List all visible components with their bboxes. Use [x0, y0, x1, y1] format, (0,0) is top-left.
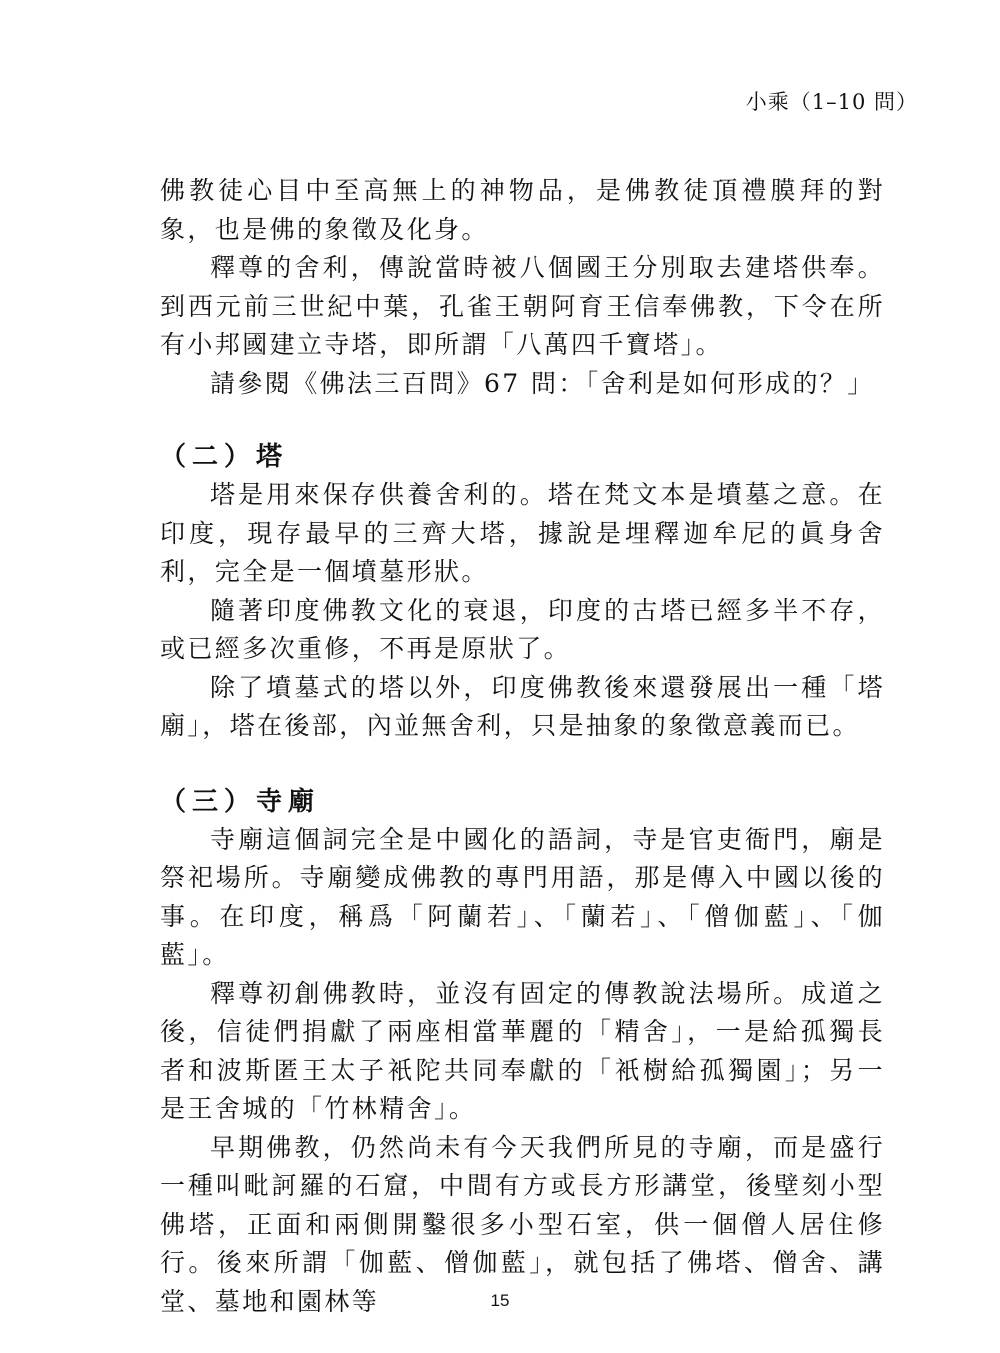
temple-paragraph-2: 釋尊初創佛教時，並沒有固定的傳教說法場所。成道之後，信徒們捐獻了兩座相當華麗的「精舍」，一是給孤獨長者和波斯匿王太子衹陀共同奉獻的「衹樹給孤獨園」；另一是王舍城的「竹林精舍」。: [160, 978, 885, 1123]
section-heading-pagoda: （二）塔: [160, 442, 289, 472]
section-heading-temple: （三）寺廟: [160, 786, 321, 817]
pagoda-paragraph-1: 塔是用來保存供養舍利的。塔在梵文本是墳墓之意。在印度，現存最早的三齊大塔，據說是埋釋迦牟尼的眞身舍利，完全是一個墳墓形狀。: [160, 480, 885, 586]
intro-paragraph-2: 釋尊的舍利，傳說當時被八個國王分別取去建塔供奉。到西元前三世紀中葉，孔雀王朝阿育王信奉佛教，下令在所有小邦國建立寺塔，即所謂「八萬四千寶塔」。: [160, 253, 885, 359]
temple-paragraph-3: 早期佛教，仍然尚未有今天我們所見的寺廟，而是盛行一種叫毗訶羅的石窟，中間有方或長方形講堂，後壁刻小型佛塔，正面和兩側開鑿很多小型石室，供一個僧人居住修行。後來所謂「伽藍、僧伽藍」，就包括了佛塔、僧舍、講堂、墓地和園林等: [160, 1132, 885, 1316]
intro-paragraph-1: 佛教徒心目中至高無上的神物品，是佛教徒頂禮膜拜的對象，也是佛的象徵及化身。: [160, 176, 885, 244]
intro-paragraph-3: 請參閱《佛法三百問》67 問：「舍利是如何形成的？」: [210, 368, 875, 398]
pagoda-paragraph-3: 除了墳墓式的塔以外，印度佛教後來還發展出一種「塔廟」，塔在後部，內並無舍利，只是抽象的象徵意義而已。: [160, 672, 885, 740]
running-header: 小乘（1–10 問）: [745, 90, 918, 114]
pagoda-paragraph-2: 隨著印度佛教文化的衰退，印度的古塔已經多半不存，或已經多次重修，不再是原狀了。: [160, 595, 885, 663]
page-number: 15: [490, 1291, 510, 1310]
page-body: [160, 172, 885, 1321]
temple-paragraph-1: 寺廟這個詞完全是中國化的語詞，寺是官吏衙門，廟是祭祀場所。寺廟變成佛教的專門用語，那是傳入中國以後的事。在印度，稱爲「阿蘭若」、「蘭若」、「僧伽藍」、「伽藍」。: [160, 824, 885, 969]
